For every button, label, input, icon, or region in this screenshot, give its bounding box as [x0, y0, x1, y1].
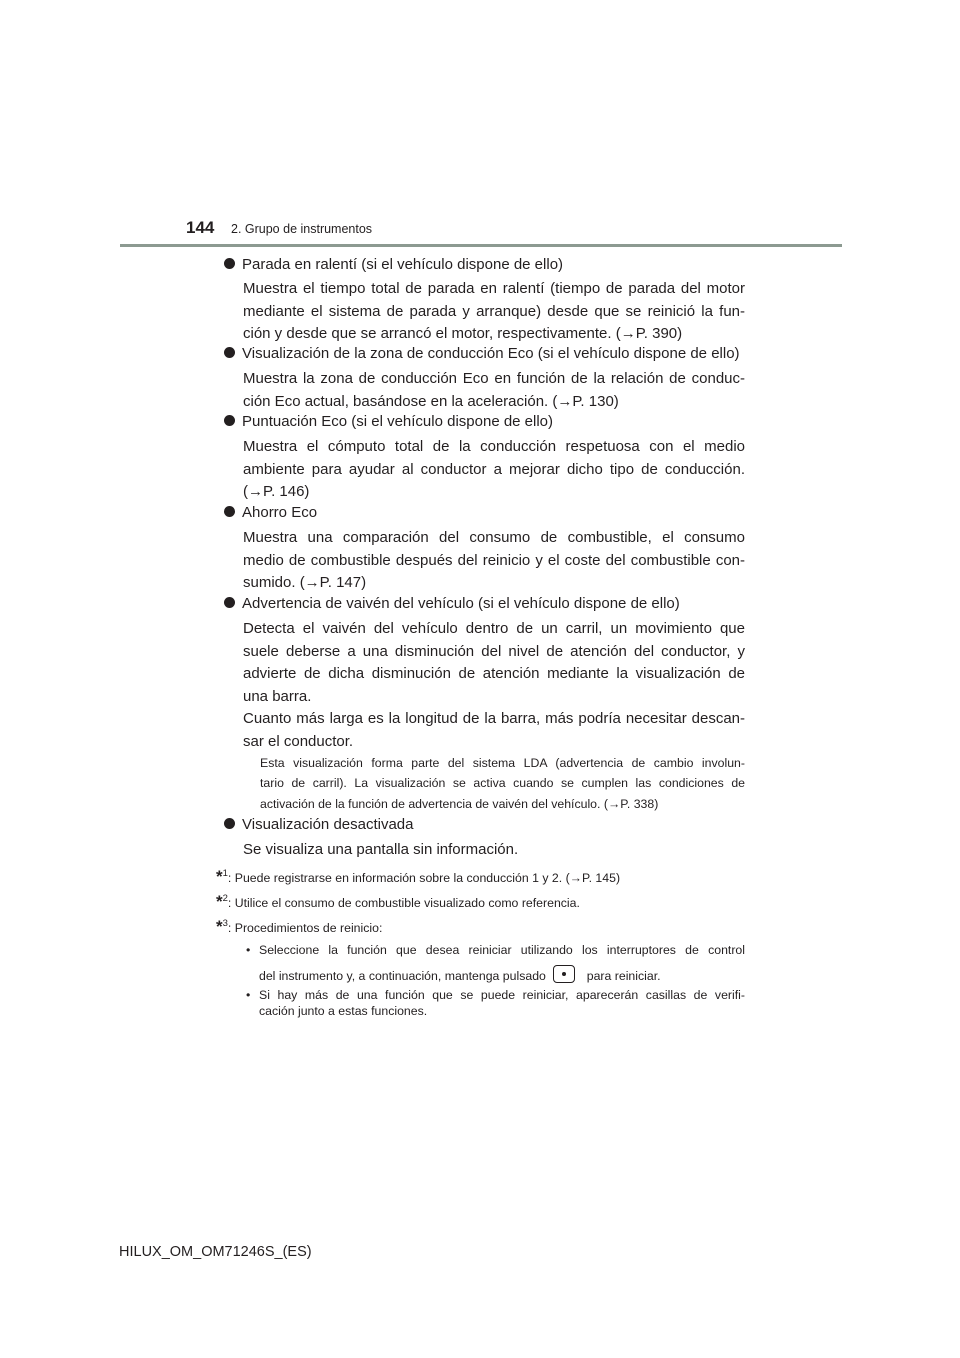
ok-button-icon — [553, 965, 575, 983]
paragraph-eco-zone: Muestra la zona de conducción Eco en función de la relación de conduc- ción Eco actual, basándose en la aceleración. (→P. 130) — [243, 370, 745, 410]
bullet-icon — [224, 597, 235, 608]
note-lda: Esta visualización forma parte del sistema LDA (advertencia de cambio involun- tario de carril). La visualización se activa cuando se cumplen las condiciones de activación de la función de advertencia de vaivén del vehículo. (→P. 338) — [260, 756, 745, 811]
bullet-icon — [224, 347, 235, 358]
paragraph-idle-stop: Muestra el tiempo total de parada en ralentí (tiempo de parada del motor mediante el sistema de parada y arranque) desde que se reinició la fun- ción y desde que se arrancó el motor, respectivamente. (→P. 390) — [243, 280, 745, 343]
bullet-heading-idle-stop: Parada en ralentí (si el vehículo dispone de ello) — [224, 254, 754, 276]
footnote-3: *$^3$: Procedimientos de reinicio: — [216, 917, 383, 936]
paragraph-eco-savings: Muestra una comparación del consumo de combustible, el consumo medio de combustible después del reinicio y el coste del combustible con- sumido. (→P. 147) — [243, 529, 745, 592]
chapter-title: 2. Grupo de instrumentos — [231, 222, 373, 236]
page-header — [0, 0, 960, 250]
bullet-heading-display-off: Visualización desactivada — [224, 814, 754, 836]
small-bullet-icon: • — [246, 943, 251, 957]
small-bullet-icon: • — [246, 988, 251, 1002]
bullet-icon — [224, 818, 235, 829]
header-rule — [120, 244, 842, 247]
bullet-icon — [224, 506, 235, 517]
paragraph-sway-bar: Cuanto más larga es la longitud de la barra, más podría necesitar descan- sar el conductor. — [243, 710, 745, 750]
bullet-heading-eco-savings: Ahorro Eco — [224, 502, 754, 524]
bullet-icon — [224, 258, 235, 269]
bullet-heading-sway-warning: Advertencia de vaivén del vehículo (si el vehículo dispone de ello) — [224, 593, 754, 615]
paragraph-sway-warning: Detecta el vaivén del vehículo dentro de un carril, un movimiento que suele deberse a una disminución del nivel de atención del conductor, y advierte de dicha disminución de atención mediante la visualización de una barra. — [243, 620, 745, 706]
footnote-1: *$^1$: Puede registrarse en información sobre la conducción 1 y 2. (→P. 145) — [216, 867, 621, 886]
bullet-heading-eco-score: Puntuación Eco (si el vehículo dispone de ello) — [224, 411, 754, 433]
paragraph-display-off: Se visualiza una pantalla sin información. — [243, 841, 519, 858]
bullet-icon — [224, 415, 235, 426]
page-number: 144 — [186, 218, 215, 237]
paragraph-eco-score: Muestra el cómputo total de la conducción respetuosa con el medio ambiente para ayudar al conductor a mejorar dicho tipo de conducción. (→P. 146) — [243, 438, 745, 501]
bullet-heading-eco-zone: Visualización de la zona de conducción Eco (si el vehículo dispone de ello) — [224, 343, 754, 365]
footnote-2: *$^2$: Utilice el consumo de combustible visualizado como referencia. — [216, 892, 580, 911]
document-code: HILUX_OM_OM71246S_(ES) — [119, 1244, 312, 1260]
